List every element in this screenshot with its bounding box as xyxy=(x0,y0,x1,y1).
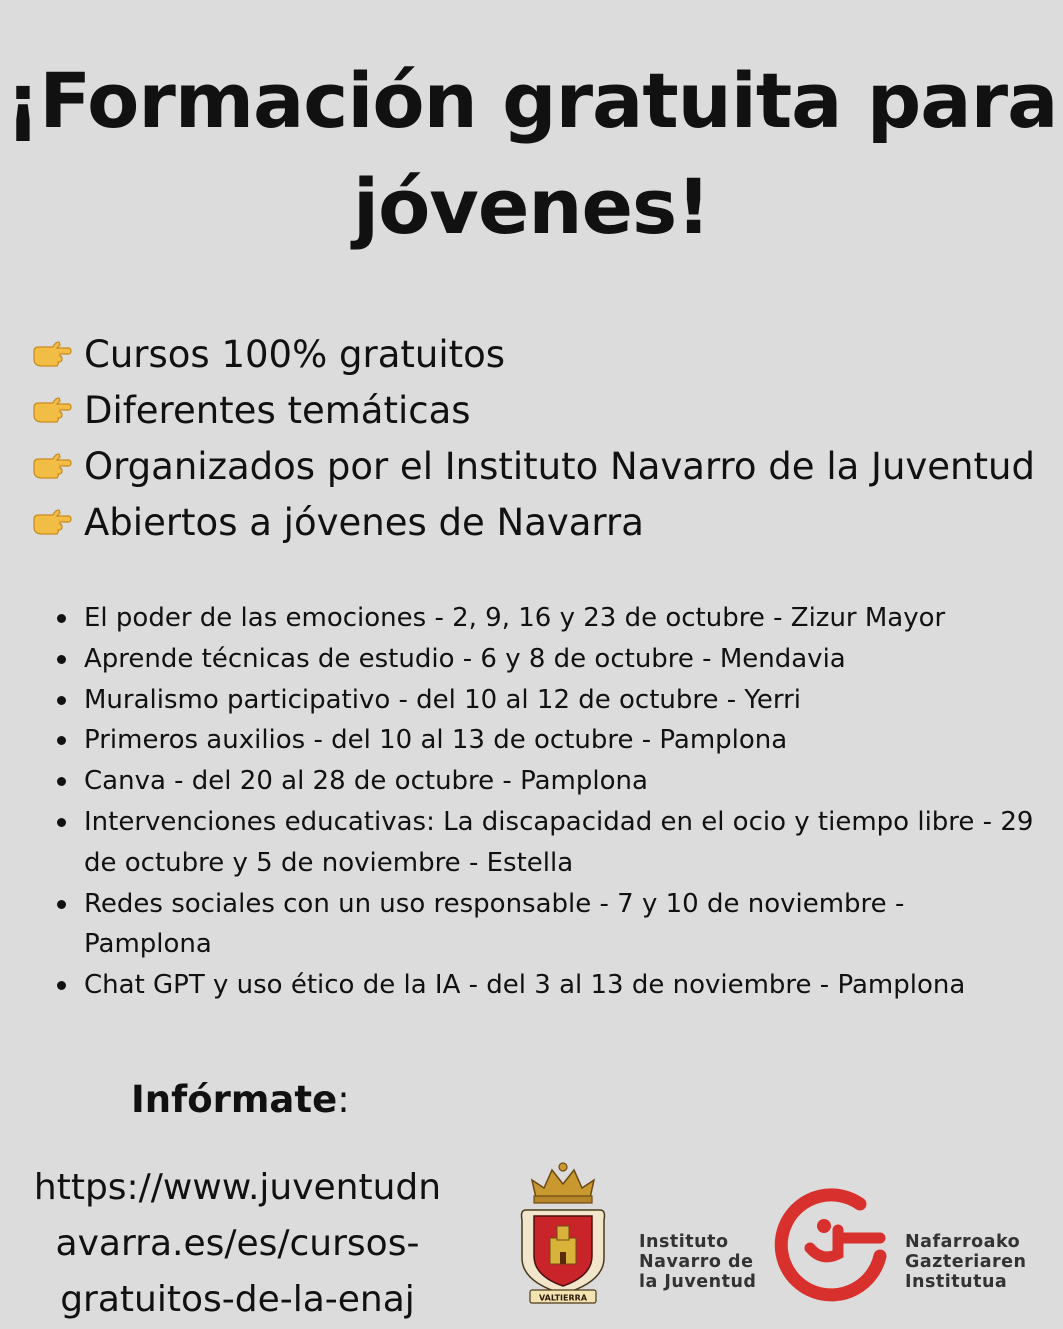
crest-label: VALTIERRA xyxy=(538,1293,588,1303)
feature-text: Cursos 100% gratuitos xyxy=(84,332,506,376)
feature-text: Diferentes temáticas xyxy=(84,388,471,432)
course-list xyxy=(84,598,1034,1006)
course-item: Aprende técnicas de estudio - 6 y 8 de octubre - Mendavia xyxy=(84,639,1034,680)
feature-list xyxy=(30,326,1060,550)
course-item: El poder de las emociones - 2, 9, 16 y 23 de octubre - Zizur Mayor xyxy=(84,598,1034,639)
course-item: Muralismo participativo - del 10 al 12 de octubre - Yerri xyxy=(84,680,1034,721)
inj-logo-icon xyxy=(768,1182,892,1306)
page-title xyxy=(0,48,1063,260)
info-label: Infórmate xyxy=(131,1078,338,1121)
course-item: Redes sociales con un uso responsable - 7 y 10 de noviembre - Pamplona xyxy=(84,884,1034,966)
info-heading xyxy=(131,1078,350,1121)
feature-text: Organizados por el Instituto Navarro de la Juventud xyxy=(84,444,1035,488)
inj-line: Instituto xyxy=(639,1232,729,1252)
eus-line: Nafarroako xyxy=(905,1232,1021,1252)
inj-name xyxy=(639,1232,756,1292)
inj-line: Navarro de xyxy=(639,1252,754,1272)
feature-item xyxy=(30,382,1060,438)
feature-text: Abiertos a jóvenes de Navarra xyxy=(84,500,644,544)
url-line: gratuitos-de-la-enaj xyxy=(60,1279,415,1320)
inj-line: la Juventud xyxy=(639,1272,757,1292)
info-colon: : xyxy=(337,1078,350,1121)
valtierra-crest-icon xyxy=(514,1160,612,1306)
title-line-1: ¡Formación gratuita para xyxy=(5,56,1058,145)
pointing-hand-icon xyxy=(30,395,72,425)
feature-item xyxy=(30,326,1060,382)
url-line: https://www.juventudn xyxy=(33,1167,442,1208)
eus-name xyxy=(905,1232,1027,1292)
feature-item xyxy=(30,494,1060,550)
pointing-hand-icon xyxy=(30,451,72,481)
pointing-hand-icon xyxy=(30,339,72,369)
info-url[interactable] xyxy=(10,1160,465,1328)
pointing-hand-icon xyxy=(30,507,72,537)
url-line: avarra.es/es/cursos- xyxy=(55,1223,420,1264)
course-item: Chat GPT y uso ético de la IA - del 3 al 13 de noviembre - Pamplona xyxy=(84,965,1034,1006)
feature-item xyxy=(30,438,1060,494)
course-item: Intervenciones educativas: La discapacidad en el ocio y tiempo libre - 29 de octubre y 5 de noviembre - Estella xyxy=(84,802,1034,884)
course-item: Primeros auxilios - del 10 al 13 de octubre - Pamplona xyxy=(84,720,1034,761)
eus-line: Institutua xyxy=(905,1272,1008,1292)
title-line-2: jóvenes! xyxy=(353,162,710,251)
course-item: Canva - del 20 al 28 de octubre - Pamplona xyxy=(84,761,1034,802)
eus-line: Gazteriaren xyxy=(905,1252,1027,1272)
